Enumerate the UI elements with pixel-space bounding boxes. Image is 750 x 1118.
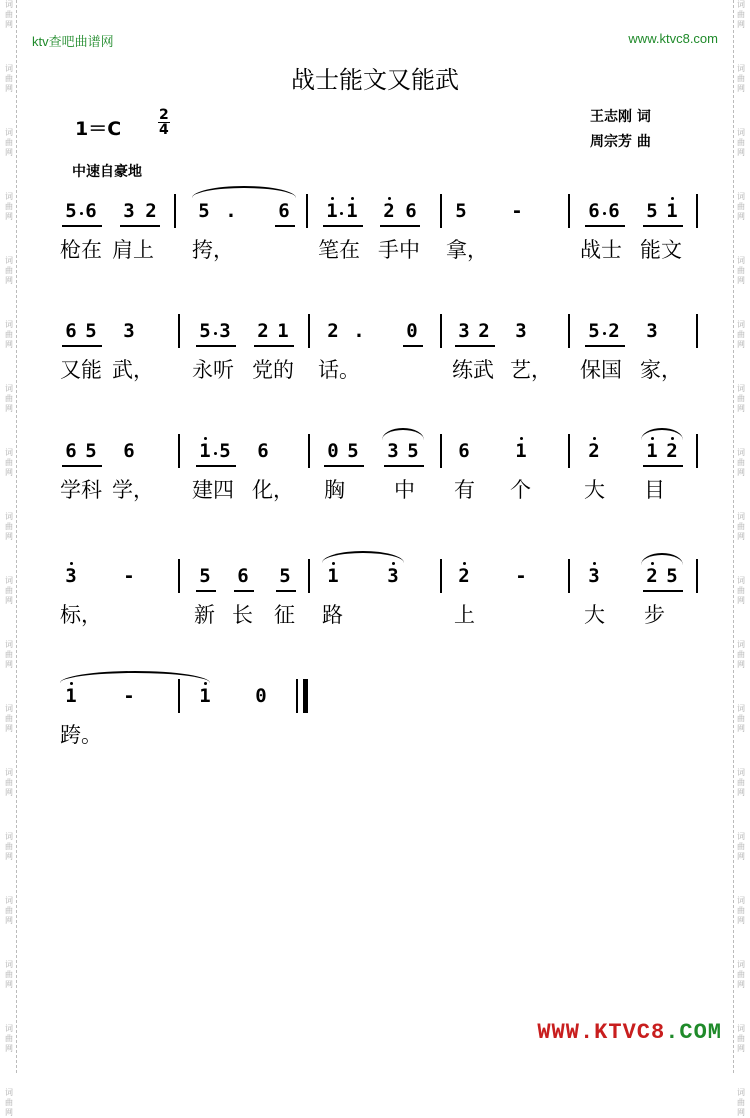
lyric: 又能 xyxy=(60,358,102,382)
note: 2 xyxy=(257,320,269,342)
note: 3 xyxy=(387,565,399,587)
note: 6 xyxy=(237,565,249,587)
lyric: 上 xyxy=(454,603,475,627)
note: 3 xyxy=(123,200,135,222)
tempo-marking: 中速自豪地 xyxy=(72,164,142,180)
site-name-left[interactable]: ktv查吧曲谱网 xyxy=(32,34,114,49)
note: 6 xyxy=(588,200,600,222)
note: 6 xyxy=(123,440,135,462)
barline xyxy=(306,194,308,228)
underline-beam xyxy=(585,225,625,227)
barline xyxy=(696,194,698,228)
lyric: 目 xyxy=(644,478,665,502)
site-url-right[interactable]: www.ktvc8.com xyxy=(628,31,718,46)
lyric: 标， xyxy=(60,603,102,627)
barline xyxy=(440,434,442,468)
score-line-4 xyxy=(0,555,750,655)
song-title: 战士能文又能武 xyxy=(291,66,459,94)
lyric: 中 xyxy=(394,478,415,502)
note: 5 xyxy=(85,440,97,462)
final-barline-thick xyxy=(303,679,308,713)
high-octave-dot xyxy=(351,197,354,200)
note: 0 xyxy=(255,685,267,707)
note: 0 xyxy=(406,320,418,342)
lyric: 学科 xyxy=(60,478,102,502)
note: 3 xyxy=(123,320,135,342)
notes-line-3 xyxy=(0,430,750,470)
lyric: 话。 xyxy=(318,358,360,382)
note: 5 xyxy=(199,565,211,587)
note: 2 xyxy=(608,320,620,342)
lyric: 肩上 xyxy=(112,238,154,262)
note: 5 xyxy=(347,440,359,462)
notes-line-2 xyxy=(0,310,750,350)
barline xyxy=(568,434,570,468)
underline-beam xyxy=(323,225,363,227)
note: 2 xyxy=(588,440,600,462)
note: 2 xyxy=(458,565,470,587)
lyric: 党的 xyxy=(252,358,294,382)
high-octave-dot xyxy=(70,682,73,685)
barline xyxy=(440,194,442,228)
note: 5 xyxy=(85,320,97,342)
underline-beam xyxy=(643,590,683,592)
underline-beam xyxy=(62,465,102,467)
high-octave-dot xyxy=(651,562,654,565)
note: 1 xyxy=(199,685,211,707)
key-signature: 1＝C xyxy=(75,118,122,140)
note: 1 xyxy=(277,320,289,342)
lyric: 长 xyxy=(232,603,253,627)
site-watermark-logo: WWW.KTVC8.COM xyxy=(537,1020,722,1045)
lyric: 枪在 xyxy=(60,238,102,262)
barline xyxy=(568,314,570,348)
note: . xyxy=(353,320,365,342)
slur-arc xyxy=(382,428,424,440)
note: 6 xyxy=(405,200,417,222)
lyric: 保国 xyxy=(580,358,622,382)
barline xyxy=(568,559,570,593)
note: 5 xyxy=(588,320,600,342)
barline xyxy=(696,314,698,348)
note: 3 xyxy=(515,320,527,342)
lyric: 路 xyxy=(322,603,343,627)
note: 6 xyxy=(85,200,97,222)
underline-beam xyxy=(234,590,254,592)
high-octave-dot xyxy=(651,437,654,440)
high-octave-dot xyxy=(463,562,466,565)
time-signature xyxy=(158,108,170,137)
high-octave-dot xyxy=(204,682,207,685)
lyric: 步 xyxy=(644,603,665,627)
lyric: 个 xyxy=(510,478,531,502)
note: 6 xyxy=(257,440,269,462)
note: 3 xyxy=(387,440,399,462)
high-octave-dot xyxy=(70,562,73,565)
right-border-watermark: 词曲网 词曲网 词曲网 词曲网 词曲网 词曲网 词曲网 词曲网 词曲网 词曲网 词曲网 词曲网 词曲网 词曲网 词曲网 词曲网 词曲网 词曲网 xyxy=(733,0,748,1073)
note: 1 xyxy=(326,200,338,222)
tie-arc xyxy=(60,671,210,683)
note: 1 xyxy=(327,565,339,587)
underline-beam xyxy=(196,590,216,592)
slur-arc xyxy=(641,428,683,440)
high-octave-dot xyxy=(593,437,596,440)
note: 2 xyxy=(327,320,339,342)
note: 2 xyxy=(383,200,395,222)
score-line-2 xyxy=(0,310,750,410)
score-line-5 xyxy=(0,675,750,775)
lyric: 化， xyxy=(252,478,294,502)
note: - xyxy=(123,685,135,707)
slur-arc xyxy=(322,551,404,563)
score-line-1 xyxy=(0,190,750,290)
note: - xyxy=(511,200,523,222)
note: 5 xyxy=(455,200,467,222)
underline-beam xyxy=(403,345,423,347)
note: 1 xyxy=(346,200,358,222)
barline xyxy=(568,194,570,228)
note: 5 xyxy=(407,440,419,462)
underline-beam xyxy=(380,225,420,227)
note: 3 xyxy=(646,320,658,342)
final-barline-thin xyxy=(296,679,298,713)
lyric: 练武 xyxy=(452,358,494,382)
underline-beam xyxy=(196,345,236,347)
note: 5 xyxy=(646,200,658,222)
lyric: 新 xyxy=(194,603,215,627)
note: 5 xyxy=(666,565,678,587)
barline xyxy=(174,194,176,228)
lyric: 能文 xyxy=(640,238,682,262)
note: 6 xyxy=(608,200,620,222)
lyric: 学， xyxy=(112,478,154,502)
lyric: 艺， xyxy=(510,358,552,382)
high-octave-dot xyxy=(671,437,674,440)
note: - xyxy=(123,565,135,587)
high-octave-dot xyxy=(388,197,391,200)
lyric: 拿， xyxy=(446,238,488,262)
underline-beam xyxy=(120,225,160,227)
lyric: 家， xyxy=(640,358,682,382)
lyricist-credit: 王志刚 词 xyxy=(590,109,651,125)
high-octave-dot xyxy=(331,197,334,200)
lyric: 跨。 xyxy=(60,723,102,747)
note: 3 xyxy=(458,320,470,342)
note: 6 xyxy=(458,440,470,462)
lyric: 武， xyxy=(112,358,154,382)
left-border-watermark: 词曲网 词曲网 词曲网 词曲网 词曲网 词曲网 词曲网 词曲网 词曲网 词曲网 词曲网 词曲网 词曲网 词曲网 词曲网 词曲网 词曲网 词曲网 xyxy=(2,0,17,1073)
underline-beam xyxy=(62,345,102,347)
lyric: 征 xyxy=(274,603,295,627)
underline-beam xyxy=(643,465,683,467)
high-octave-dot xyxy=(593,562,596,565)
underline-beam xyxy=(196,465,236,467)
barline xyxy=(178,559,180,593)
high-octave-dot xyxy=(392,562,395,565)
note: 1 xyxy=(65,685,77,707)
underline-beam xyxy=(643,225,683,227)
note: 2 xyxy=(145,200,157,222)
barline xyxy=(178,679,180,713)
lyric: 挎， xyxy=(192,238,234,262)
underline-beam xyxy=(276,590,296,592)
note: 5 xyxy=(65,200,77,222)
lyric: 笔在 xyxy=(318,238,360,262)
barline xyxy=(696,559,698,593)
lyric: 有 xyxy=(454,478,475,502)
lyric: 大 xyxy=(584,603,605,627)
note: 2 xyxy=(646,565,658,587)
note: 1 xyxy=(515,440,527,462)
note: 5 xyxy=(219,440,231,462)
lyric: 战士 xyxy=(580,238,622,262)
lyric: 胸 xyxy=(324,478,345,502)
barline xyxy=(308,434,310,468)
note: 3 xyxy=(65,565,77,587)
notes-line-1 xyxy=(0,190,750,230)
barline xyxy=(308,559,310,593)
note: 5 xyxy=(199,320,211,342)
note: 6 xyxy=(278,200,290,222)
lyric: 建四 xyxy=(192,478,234,502)
note: 1 xyxy=(646,440,658,462)
note: 2 xyxy=(478,320,490,342)
tie-arc xyxy=(192,186,296,198)
barline xyxy=(696,434,698,468)
underline-beam xyxy=(62,225,102,227)
lyric: 手中 xyxy=(378,238,420,262)
barline xyxy=(308,314,310,348)
barline xyxy=(178,314,180,348)
note: 1 xyxy=(666,200,678,222)
notes-line-5 xyxy=(0,675,750,715)
composer-credit: 周宗芳 曲 xyxy=(590,134,651,150)
time-signature-top: 2 xyxy=(159,107,169,123)
note: 5 xyxy=(279,565,291,587)
barline xyxy=(178,434,180,468)
note: 0 xyxy=(327,440,339,462)
barline xyxy=(440,559,442,593)
underline-beam xyxy=(254,345,294,347)
note: . xyxy=(225,200,237,222)
underline-beam xyxy=(324,465,364,467)
high-octave-dot xyxy=(204,437,207,440)
lyric: 永听 xyxy=(192,358,234,382)
time-signature-bottom: 4 xyxy=(159,122,169,138)
high-octave-dot xyxy=(332,562,335,565)
note: 5 xyxy=(198,200,210,222)
note: 1 xyxy=(199,440,211,462)
note: - xyxy=(515,565,527,587)
underline-beam xyxy=(275,225,295,227)
slur-arc xyxy=(641,553,683,565)
notes-line-4 xyxy=(0,555,750,595)
note: 2 xyxy=(666,440,678,462)
score-line-3 xyxy=(0,430,750,530)
barline xyxy=(440,314,442,348)
note: 3 xyxy=(588,565,600,587)
high-octave-dot xyxy=(520,437,523,440)
underline-beam xyxy=(585,345,625,347)
underline-beam xyxy=(455,345,495,347)
note: 6 xyxy=(65,320,77,342)
underline-beam xyxy=(384,465,424,467)
high-octave-dot xyxy=(671,197,674,200)
note: 3 xyxy=(219,320,231,342)
lyric: 大 xyxy=(584,478,605,502)
note: 6 xyxy=(65,440,77,462)
